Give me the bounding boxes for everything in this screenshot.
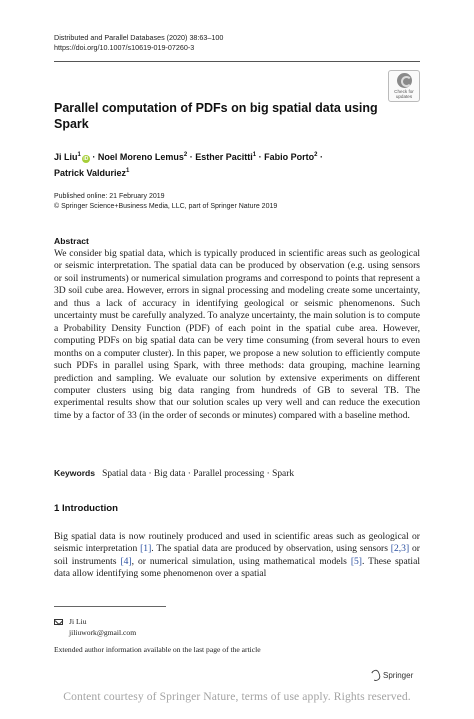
author-separator: · <box>256 152 265 162</box>
keyword: Spatial data <box>102 469 147 479</box>
author[interactable] <box>98 152 187 162</box>
author-name: Noel Moreno Lemus <box>97 152 184 162</box>
published-date: Published online: 21 February 2019 <box>54 193 165 200</box>
corresponding-author-name: Ji Liu <box>69 617 87 626</box>
keyword: Big data <box>153 469 186 479</box>
author-name: Fabio Porto <box>264 152 315 162</box>
citation-link[interactable]: [4] <box>120 555 132 567</box>
author-separator: · <box>187 152 196 162</box>
courtesy-notice: Content courtesy of Springer Nature, terms of use apply. Rights reserved. <box>63 690 411 703</box>
author-affiliation: 2 <box>183 152 188 158</box>
citation-link[interactable]: [1] <box>140 543 152 555</box>
keywords <box>54 467 420 480</box>
author-separator: · <box>317 152 323 162</box>
keyword-separator: · <box>264 469 273 479</box>
author-affiliation: 2 <box>314 152 318 158</box>
springer-horse-icon <box>370 670 380 680</box>
envelope-icon <box>54 619 63 625</box>
author-list <box>54 148 394 180</box>
author-affiliation: 1 <box>126 168 130 174</box>
intro-text-run: or soil instruments <box>54 543 420 567</box>
keyword: Parallel processing <box>193 469 265 479</box>
intro-text-run: . These spatial data allow identifying some phenomenon over a spatial <box>54 555 420 580</box>
author-name: Esther Pacitti <box>195 152 253 162</box>
keyword: Spark <box>272 469 295 479</box>
abstract-text: We consider big spatial data, which is typically produced in scientific areas such as geological or seismic interpretation. The spatial data can be produced by observation (e.g. using sensors or soil instruments) or numerical simulation programs and correspond to points that represent a 3D soil cube area. However, errors in signal processing and modeling create some uncertainty, and thus a lack of accuracy in identifying geological or seismic phenomenons. Such uncertainty must be carefully analyzed. To analyze uncertainty, the main solution is to compute a Probability Density Function (PDF) of each point in the spatial cube area. However, computing PDFs on big spatial data can be very time consuming (from several hours to even months on a computer cluster). In this paper, we propose a new solution to efficiently compute such PDFs in parallel using Spark, with three methods: data grouping, machine learning prediction and sampling. We evaluate our solution by extensive experiments on different computer clusters using big data ranging from hundreds of GB to several TB. The experimental results show that our solution scales up very well and can reduce the execution time by a factor of 33 (in the order of seconds or minutes) compared with a baseline method. <box>54 248 420 421</box>
orcid-icon[interactable]: iD <box>83 156 89 162</box>
badge-line-1: Check for <box>394 89 414 94</box>
author[interactable] <box>54 152 90 162</box>
introduction-heading: 1 Introduction <box>54 503 118 514</box>
publisher-name: Springer <box>383 670 414 680</box>
footnote-rule <box>54 606 166 607</box>
author[interactable] <box>54 168 129 178</box>
refresh-icon <box>397 73 412 88</box>
publication-info <box>54 192 277 211</box>
journal-header <box>54 33 223 53</box>
author-info-note: Extended author information available on the last page of the article <box>54 645 261 654</box>
author-affiliation: 1 <box>252 152 257 158</box>
author-separator: · <box>89 152 98 162</box>
badge-line-2: updates <box>395 94 413 99</box>
copyright-notice: © Springer Science+Business Media, LLC, part of Springer Nature 2019 <box>54 202 278 210</box>
author-name: Patrick Valduriez <box>54 168 127 178</box>
intro-text-run: . The spatial data are produced by observation, using sensors <box>151 543 391 555</box>
paper-title: Parallel computation of PDFs on big spatial data using Spark <box>54 101 378 131</box>
journal-citation: Distributed and Parallel Databases (2020) 38:63–100 <box>54 33 224 42</box>
header-rule <box>54 61 420 62</box>
citation-link[interactable]: [5] <box>350 555 362 567</box>
intro-text-run: Big spatial data is now routinely produced and used in scientific areas such as geological or seismic interpretation <box>54 531 420 555</box>
intro-text-run: , or numerical simulation, using mathematical models <box>131 555 351 567</box>
author[interactable] <box>195 152 256 162</box>
keyword-separator: · <box>146 469 154 479</box>
abstract-heading: Abstract <box>54 236 89 246</box>
corresponding-author-email[interactable]: jiliuwork@gmail.com <box>69 628 137 637</box>
introduction-text <box>54 531 420 581</box>
doi-link[interactable]: https://doi.org/10.1007/s10619-019-07260-3 <box>54 43 195 52</box>
springer-logo <box>370 670 413 680</box>
keywords-label: Keywords <box>54 468 96 478</box>
author-affiliation: 1 <box>77 152 81 158</box>
citation-link[interactable]: [2,3] <box>390 543 410 555</box>
check-for-updates-badge[interactable] <box>388 70 420 102</box>
author[interactable] <box>264 152 317 162</box>
author-name: Ji Liu <box>54 152 78 162</box>
keyword-list <box>102 469 294 479</box>
keyword-separator: · <box>185 469 194 479</box>
